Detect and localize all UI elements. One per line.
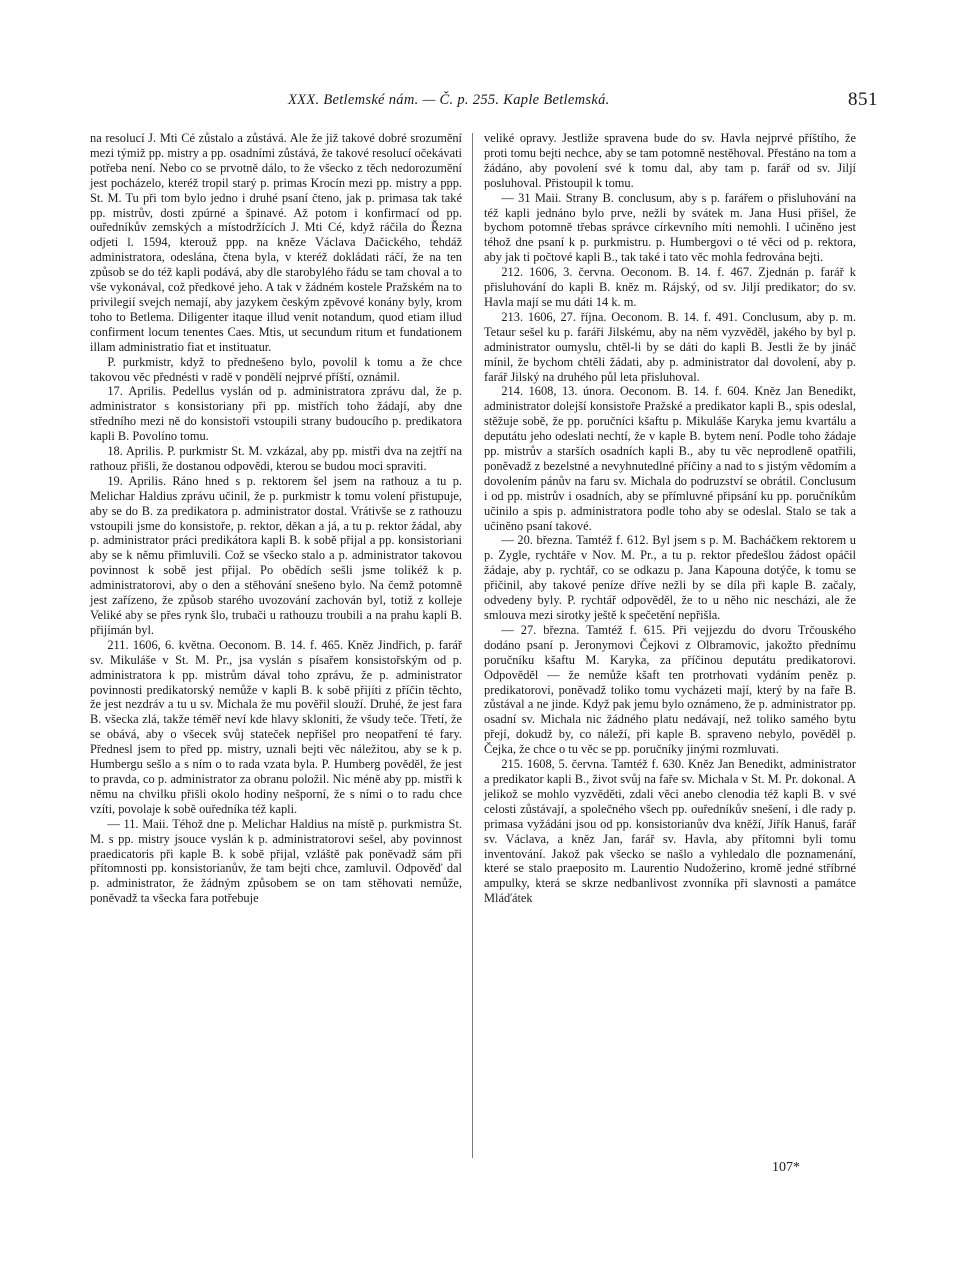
paragraph: 213. 1606, 27. října. Oeconom. B. 14. f. 491. Conclusum, aby p. m. Tetaur sešel ku p. faráři Jilskému, aby na něm vyzvěděl, jakého by byl p. administrator oumyslu, chtěl-li by se dáti do kapli B. Jestli že by jináč mínil, že bychom chtěli žádati, aby p. administrator dal dovolení, aby p. farář Jilský na druhého půl leta přisluhoval.	[484, 309, 856, 384]
paragraph: 212. 1606, 3. června. Oeconom. B. 14. f. 467. Zjednán p. farář k přisluhování do kapli B. kněz m. Rájský, od sv. Jiljí predikator; do sv. Havla mají se mu dáti 14 k. m.	[484, 265, 856, 309]
paragraph: 214. 1608, 13. února. Oeconom. B. 14. f. 604. Kněz Jan Benedikt, administrator dolejší konsistoře Pražské a predikator kapli B., spis odeslal, stěžuje sobě, že pp. poručníci kšaftu p. Mikuláše Karyka jemu kvartálu a deputátu jeho odeslati nechtí, že v kaple B. bytem není. Podle toho žádaje pp. mistrův a starších osadních kapli B., aby tu věc neprodleně opatřili, poněvadž z bezelstné a nevyhnutedlné příčiny a nad to s jistým vědomím a dovolením pánův na faru sv. Michala do podruzství se obrátil. Conclusum i od pp. mistrův i osadních, aby se přímluvné připsání ku pp. poručníkům učinilo a spis p. administratora podle toho aby se odeslal. Stalo se tak a učiněno psaní takové.	[484, 384, 856, 533]
paragraph: — 27. března. Tamtéž f. 615. Při vejjezdu do dvoru Trčouského dodáno psaní p. Jeronymovi Čejkovi z Olbramovic, jakožto přednímu poručníku kšaftu M. Karyka, za příčinou deputátu predikatorovi. Odpověděl — že nemůže kšaft ten protrhovati vydáním peněz p. predikatorovi, poněvadž toliko tomu vycházeti mají, který by na faře B. zůstával a ne jinde. Když pak jemu bylo oznámeno, že p. administrator pp. osadní sv. Michala nic žádného platu nedávají, než toliko samého bytu přejí, dokudž by, co náleží, při kaple B. spraveno nebylo, pověděl p. Čejka, že chce o tu věc se pp. poručníky jinými rozmluvati.	[484, 622, 856, 757]
paragraph: — 31 Maii. Strany B. conclusum, aby s p. farářem o přisluhování na též kapli jednáno bylo prve, nežli by svátek m. Jana Husi přišel, že bychom potomně třebas správce církevního míti nemohli. I učiněno jest téhož dne psaní k p. purkmistru. p. Humbergovi o té věci od p. rektora, aby jak ti počtové kapli B., tak také i tato věc mohla fedrována bejti.	[484, 190, 856, 265]
left-column	[90, 131, 462, 906]
paragraph: 17. Aprilis. Pedellus vyslán od p. administratora zprávu dal, že p. administrator s konsistoriany při pp. mistřích toho žádají, aby dne středního mezi ně do konsistoři vstoupili strany budoucího p. predikatora kapli B. Povolíno tomu.	[90, 384, 462, 444]
column-divider	[472, 133, 473, 1158]
page-header	[88, 89, 878, 116]
paragraph: P. purkmistr, když to přednešeno bylo, povolil k tomu a že chce takovou věc přednésti v radě v pondělí nejprvé příští, oznámil.	[90, 354, 462, 384]
paragraph: veliké opravy. Jestliže spravena bude do sv. Havla nejprvé příštího, že proti tomu bejti nechce, aby se tam potomně nestěhoval. Přestáno na tom a žádáno, aby povolení své k tomu dal, aby tam p. farář od sv. Jiljí posluhoval. Přistoupil k tomu.	[484, 131, 856, 190]
signature-mark: 107*	[772, 1160, 800, 1175]
paragraph: 215. 1608, 5. června. Tamtéž f. 630. Kněz Jan Benedikt, administrator a predikator kapli B., život svůj na faře sv. Michala v St. M. Pr. dokonal. A jelikož se mohlo vyzvěděti, zdali věci anebo clenodia též kapli B. v své celosti zůstávají, a společného všech pp. ouředníkův snešení, i dle rady p. primasa vyžádáni jsou od pp. konsistorianův dva kněží, Jiřík Hanuš, farář sv. Václava, a kněz Jan, farář sv. Havla, aby přítomni byli tomu inventování. Jakož pak všecko se našlo a vyhledalo dle poznamenání, které se stalo praeposito m. Laurentio Nudožerino, kromě jedné stříbrné ampulky, která se skrze nedbanlivost zvonníka při slavnosti a památce Mláďátek	[484, 757, 856, 906]
paragraph: 19. Aprilis. Ráno hned s p. rektorem šel jsem na rathouz a tu p. Melichar Haldius zprávu učinil, že p. purkmistr k tomu volení přistupuje, aby se do B. za predikatora p. administrator dostal. Vrátivše se z rathouzu vstoupili jsme do konsistoře, p. rektor, děkan a já, a tu p. rektor žádal, aby p. administrator práci predikátora kapli B. k sobě přijal a pp. konsistoriani aby se k němu přimluvili. Což se všecko stalo a p. administrator takovou povinnost k sobě jest přijal. Po obědích sešli jsme tolikéž k p. administratorovi, aby o den a stěhování snešeno bylo. Na čemž potomně jest zařízeno, že způsob starého uvozování zachován byl, totiž z kolleje Veliké aby se přes rynk šlo, trubači u rathouzu troubili a na prahu kapli B. přijímán byl.	[90, 473, 462, 637]
paragraph: na resolucí J. Mti Cé zůstalo a zůstává. Ale že již takové dobré srozumění mezi týmiž pp. mistry a pp. osadními zůstává, že takové resolucí očekávati potřeba není. Nebo co se prvotně dálo, to že všecko z těch nedorozumění jest pocházelo, kteréž tropil starý p. primas Krocín mezi pp. mistry a ppp. St. M. Tu při tom bylo jedno i druhé psaní čteno, jak p. primasa tak také pp. mistrův, dosti zpúrné a špinavé. Až potom i konfirmací od pp. ouředníkův zemských a místodržících J. Mti Cé, když ráčila do Řezna odjeti l. 1594, kterouž ppp. na kněze Václava Dačického, tehdáž administratora, odeslána, čtena byla, v kteréž dokládati ráčí, že na ten způsob se do též kapli podává, aby dle starobylého řádu se tam choval a to vše vykonával, což předkové jeho. A tak v žádném kostele Pražském na to privilegií svejch nemají, aby jazykem českým zpěvové konány byly, krom toho to Betlema. Diligenter itaque illud venit notandum, quod etiam illud confirment locum tenentes Caes. Mtis, ut secundum ritum et fundationem illam administratio fiat et instituatur.	[90, 131, 462, 354]
paragraph: — 11. Maii. Téhož dne p. Melichar Haldius na místě p. purkmistra St. M. s pp. mistry jsouce vyslán k p. administratorovi sešel, aby povinnost praedicatoris při kaple B. k sobě přijal, vzláště pak poněvadž sám při přítomnosti pp. konsistorianův, že tam bejti chce, zamluvil. Odpověď dal p. administrator, že žádným způsobem se on tam stěhovati nemůže, poněvadž ta všecka fara potřebuje	[90, 816, 462, 906]
paragraph: 211. 1606, 6. května. Oeconom. B. 14. f. 465. Kněz Jindřich, p. farář sv. Mikuláše v St. M. Pr., jsa vyslán s písařem konsistořským od p. administratora k pp. mistrům dával toho zprávu, že p. administrator povinnosti predikatorský nemůže v kapli B. k sobě přijíti z příčin těchto, že jest nezdráv a tu u sv. Michala že mu pověřil slouží. Druhé, že jest fara B. všecka zlá, takže téměř neví kde hlavy skloniti, že všudy teče. Třetí, že se obává, aby o všecek svůj stateček nepřišel pro neopatření té fary. Přednesl jsem to před pp. mistry, uznali bejti věc náležitou, aby se k p. Humbergu sešlo a s ním o to rada vzata byla. P. Humberg pověděl, že jest to pravda, co p. administrator za obranu položil. Nic méně aby pp. mistři k němu na chvilku přišli okolo hodiny nešporní, že s ními o to radu chce vzíti, povolaje k sobě ouředníka též kapli.	[90, 637, 462, 816]
paragraph: 18. Aprilis. P. purkmistr St. M. vzkázal, aby pp. mistři dva na zejtří na rathouz přišli, že dostanou odpovědi, kterou se budou moci spraviti.	[90, 444, 462, 473]
paragraph: — 20. března. Tamtéž f. 612. Byl jsem s p. M. Bacháčkem rektorem u p. Zygle, rychtáře v Nov. M. Pr., a tu p. rektor předešlou žádost opáčil žádaje, aby p. rychtář, co se odkazu p. Jana Kapouna dotýče, k tomu se přičinil, aby takové peníze dříve nežli by se díla při kaple B. začaly, odvedeny byly. P. rychtář odpověděl, že to u něho nic nescházi, ale že smlouva mezi sirotky ještě k spečetění nepřišla.	[484, 533, 856, 622]
right-column	[484, 131, 856, 906]
page-number: 851	[848, 89, 878, 110]
running-title: XXX. Betlemské nám. — Č. p. 255. Kaple Betlemská.	[288, 92, 610, 108]
